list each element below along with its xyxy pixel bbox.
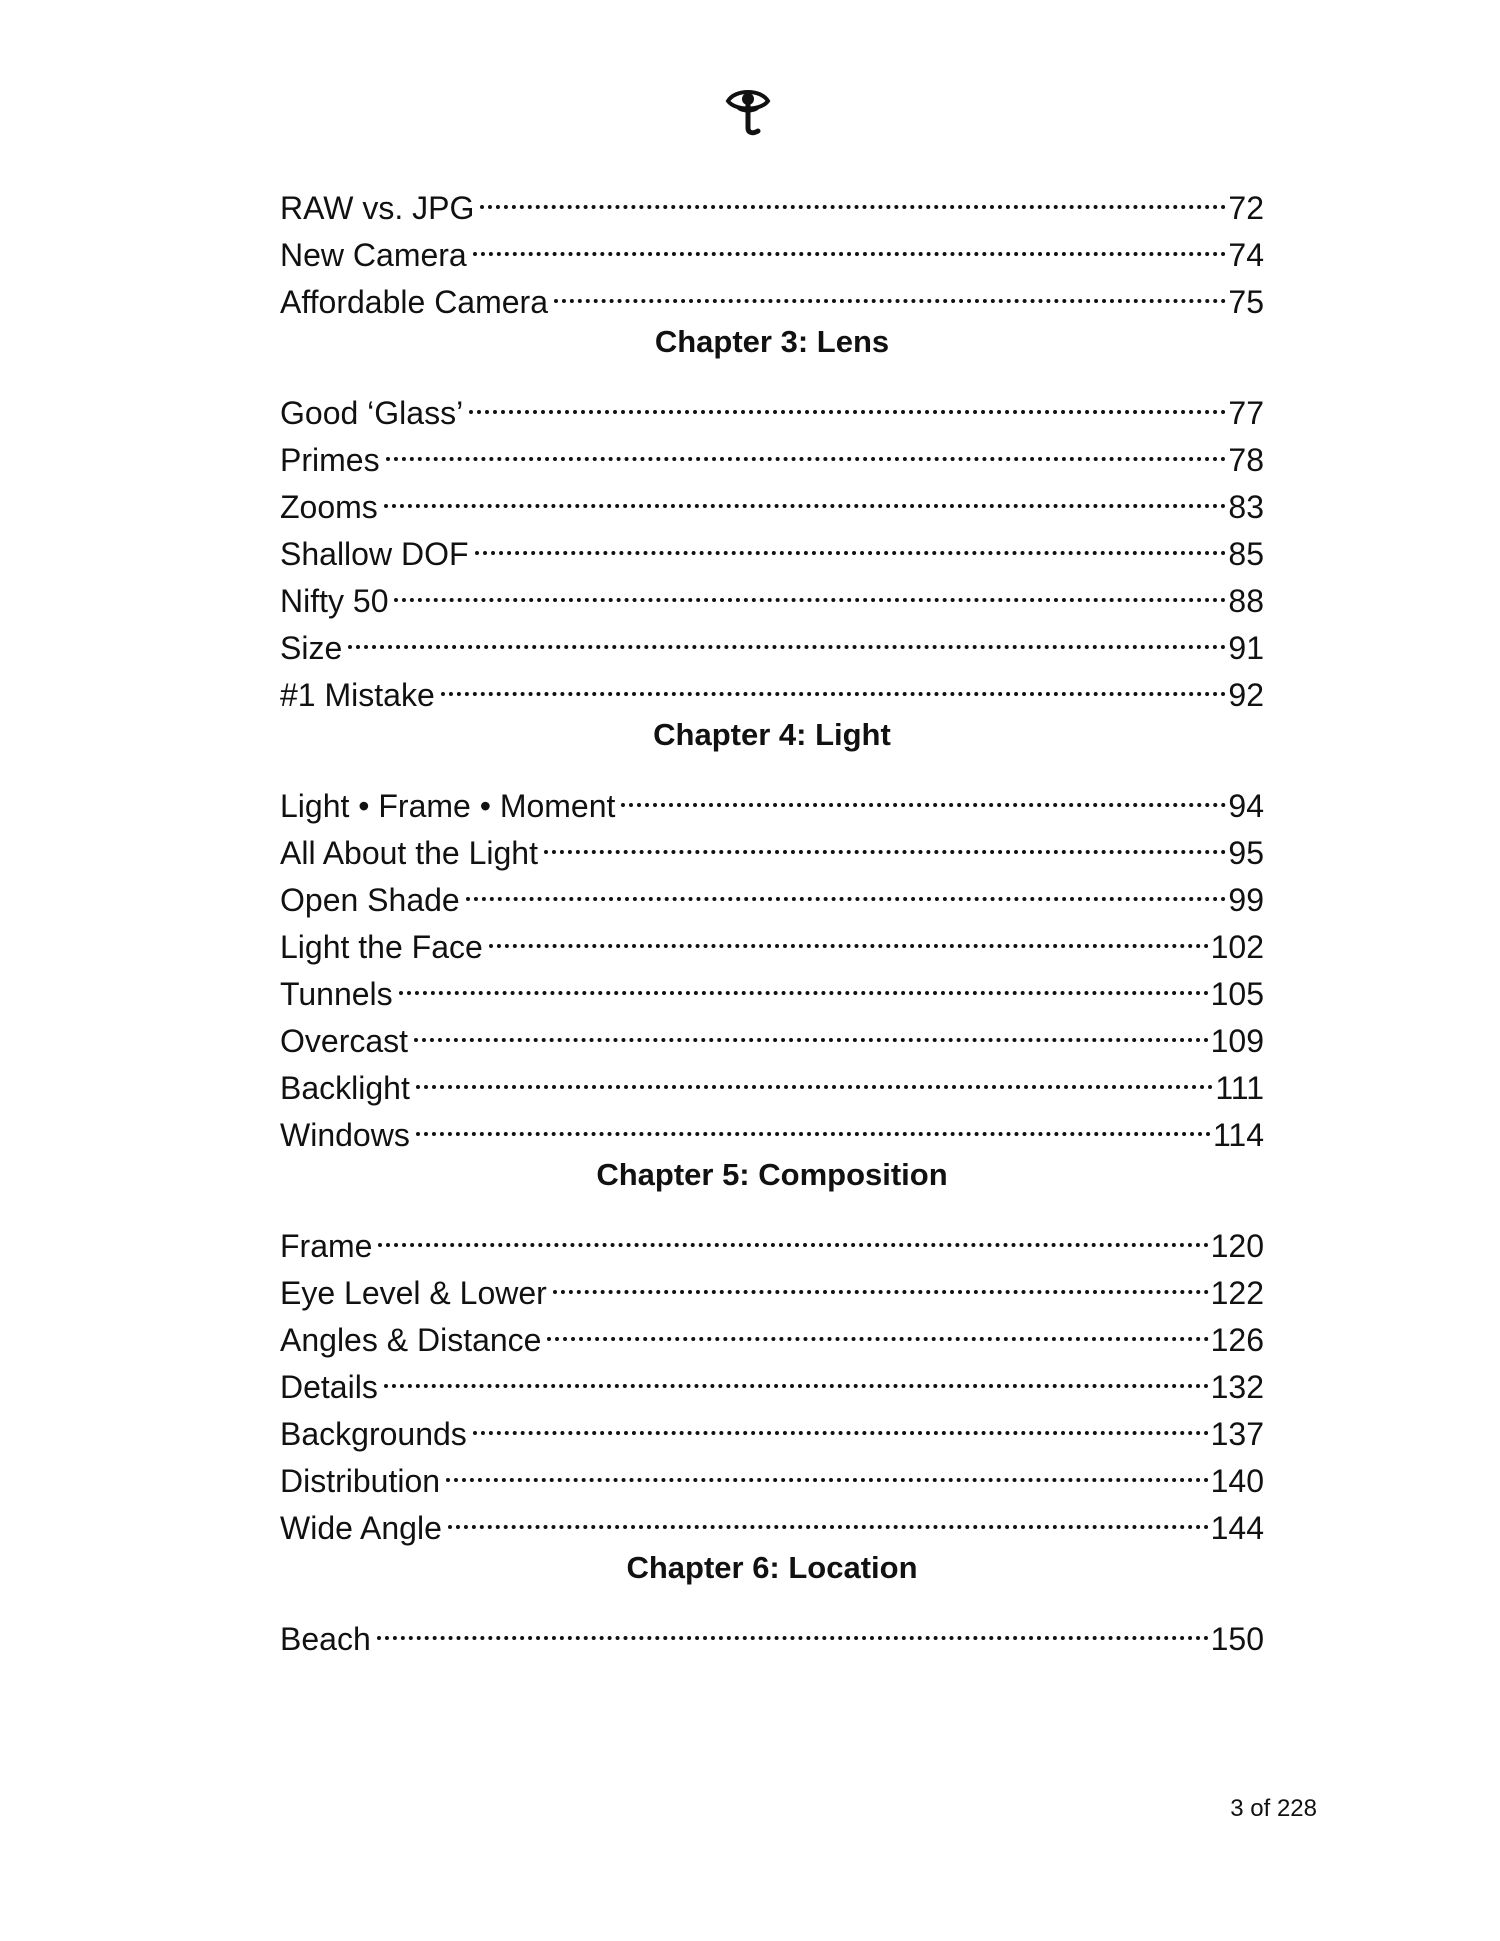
toc-entry <box>280 1210 1264 1264</box>
toc-entry <box>280 1603 1264 1657</box>
toc-entry-title: Details <box>280 1364 384 1411</box>
toc-entry-page: 72 <box>1226 185 1264 232</box>
dot-leader <box>621 770 1226 817</box>
toc-entry <box>280 1099 1264 1153</box>
toc-entry <box>280 1398 1264 1452</box>
toc-entry-title: Angles & Distance <box>280 1317 547 1364</box>
toc-entry-page: 75 <box>1226 279 1264 326</box>
toc-entry-title: Nifty 50 <box>280 578 394 625</box>
toc-entry <box>280 1351 1264 1405</box>
toc-entry-title: Distribution <box>280 1458 446 1505</box>
dot-leader <box>469 377 1226 424</box>
dot-leader <box>448 1492 1209 1539</box>
toc-entry-page: 92 <box>1226 672 1264 719</box>
toc-entry-title: Light the Face <box>280 924 489 971</box>
chapter-heading: Chapter 6: Location <box>626 1550 918 1585</box>
toc-entry <box>280 958 1264 1012</box>
dot-leader <box>547 1304 1208 1351</box>
dot-leader <box>416 1052 1214 1099</box>
toc-entry <box>280 471 1264 525</box>
toc-entry-title: All About the Light <box>280 830 544 877</box>
toc-entry <box>280 612 1264 666</box>
dot-leader <box>466 864 1227 911</box>
toc-entry-title: Eye Level & Lower <box>280 1270 553 1317</box>
dot-leader <box>473 219 1227 266</box>
toc-entry-page: 77 <box>1226 390 1264 437</box>
toc-entry-title: Zooms <box>280 484 384 531</box>
dot-leader <box>378 1210 1208 1257</box>
dot-leader <box>554 266 1226 313</box>
toc-entry-page: 122 <box>1209 1270 1264 1317</box>
toc-entry-page: 88 <box>1226 578 1264 625</box>
toc-entry-title: Frame <box>280 1223 378 1270</box>
dot-leader <box>394 565 1226 612</box>
toc-entry <box>280 565 1264 619</box>
dot-leader <box>384 471 1227 518</box>
toc-entry-page: 120 <box>1209 1223 1264 1270</box>
toc-entry <box>280 1052 1264 1106</box>
dot-leader <box>348 612 1226 659</box>
toc-entry <box>280 518 1264 572</box>
toc-entry-page: 74 <box>1226 232 1264 279</box>
toc-entry-page: 78 <box>1226 437 1264 484</box>
toc-entry-title: Size <box>280 625 348 672</box>
dot-leader <box>544 817 1226 864</box>
toc-entry <box>280 172 1264 226</box>
dot-leader <box>553 1257 1209 1304</box>
toc-entry-title: Beach <box>280 1616 377 1663</box>
toc-entry-page: 140 <box>1209 1458 1264 1505</box>
toc-entry <box>280 1005 1264 1059</box>
chapter-heading: Chapter 5: Composition <box>596 1157 948 1192</box>
toc-entry-title: RAW vs. JPG <box>280 185 480 232</box>
toc-entry-title: #1 Mistake <box>280 672 441 719</box>
toc-entry-page: 150 <box>1209 1616 1264 1663</box>
toc-entry <box>280 377 1264 431</box>
dot-leader <box>377 1603 1209 1650</box>
toc-entry <box>280 424 1264 478</box>
dot-leader <box>475 518 1227 565</box>
toc-entry-title: New Camera <box>280 232 473 279</box>
toc-entry-page: 102 <box>1209 924 1264 971</box>
eye-figure-logo-icon <box>725 84 771 136</box>
page-number: 3 of 228 <box>1230 1795 1317 1822</box>
toc-entry-page: 99 <box>1226 877 1264 924</box>
toc-entry-title: Backlight <box>280 1065 416 1112</box>
dot-leader <box>489 911 1209 958</box>
dot-leader <box>473 1398 1209 1445</box>
dot-leader <box>386 424 1227 471</box>
toc-entry-title: Backgrounds <box>280 1411 473 1458</box>
toc-entry-page: 109 <box>1209 1018 1264 1065</box>
dot-leader <box>384 1351 1209 1398</box>
toc-entry-page: 91 <box>1226 625 1264 672</box>
toc-entry-page: 126 <box>1209 1317 1264 1364</box>
toc-entry-title: Light • Frame • Moment <box>280 783 621 830</box>
toc-entry-title: Open Shade <box>280 877 466 924</box>
toc-entry <box>280 1257 1264 1311</box>
dot-leader <box>399 958 1209 1005</box>
toc-entry-title: Primes <box>280 437 386 484</box>
dot-leader <box>446 1445 1209 1492</box>
toc-entry-page: 132 <box>1209 1364 1264 1411</box>
toc-entry-page: 105 <box>1209 971 1264 1018</box>
toc-entry-title: Good ‘Glass’ <box>280 390 469 437</box>
dot-leader <box>480 172 1226 219</box>
toc-entry-page: 144 <box>1209 1505 1264 1552</box>
toc-entry-page: 111 <box>1213 1065 1264 1112</box>
toc-entry-title: Overcast <box>280 1018 414 1065</box>
toc-entry-title: Tunnels <box>280 971 399 1018</box>
toc-entry-page: 83 <box>1226 484 1264 531</box>
toc-entry-page: 137 <box>1209 1411 1264 1458</box>
toc-entry <box>280 770 1264 824</box>
toc-entry-title: Shallow DOF <box>280 531 475 578</box>
table-of-contents <box>280 172 1264 1657</box>
toc-entry-page: 85 <box>1226 531 1264 578</box>
dot-leader <box>441 659 1227 706</box>
toc-entry-page: 95 <box>1226 830 1264 877</box>
toc-entry-title: Affordable Camera <box>280 279 554 326</box>
dot-leader <box>414 1005 1209 1052</box>
toc-entry <box>280 659 1264 713</box>
toc-entry-page: 94 <box>1226 783 1264 830</box>
dot-leader <box>416 1099 1211 1146</box>
toc-entry-page: 114 <box>1211 1112 1264 1159</box>
toc-entry-title: Windows <box>280 1112 416 1159</box>
chapter-heading: Chapter 3: Lens <box>654 324 890 359</box>
toc-entry-title: Wide Angle <box>280 1505 448 1552</box>
chapter-heading: Chapter 4: Light <box>653 717 891 752</box>
